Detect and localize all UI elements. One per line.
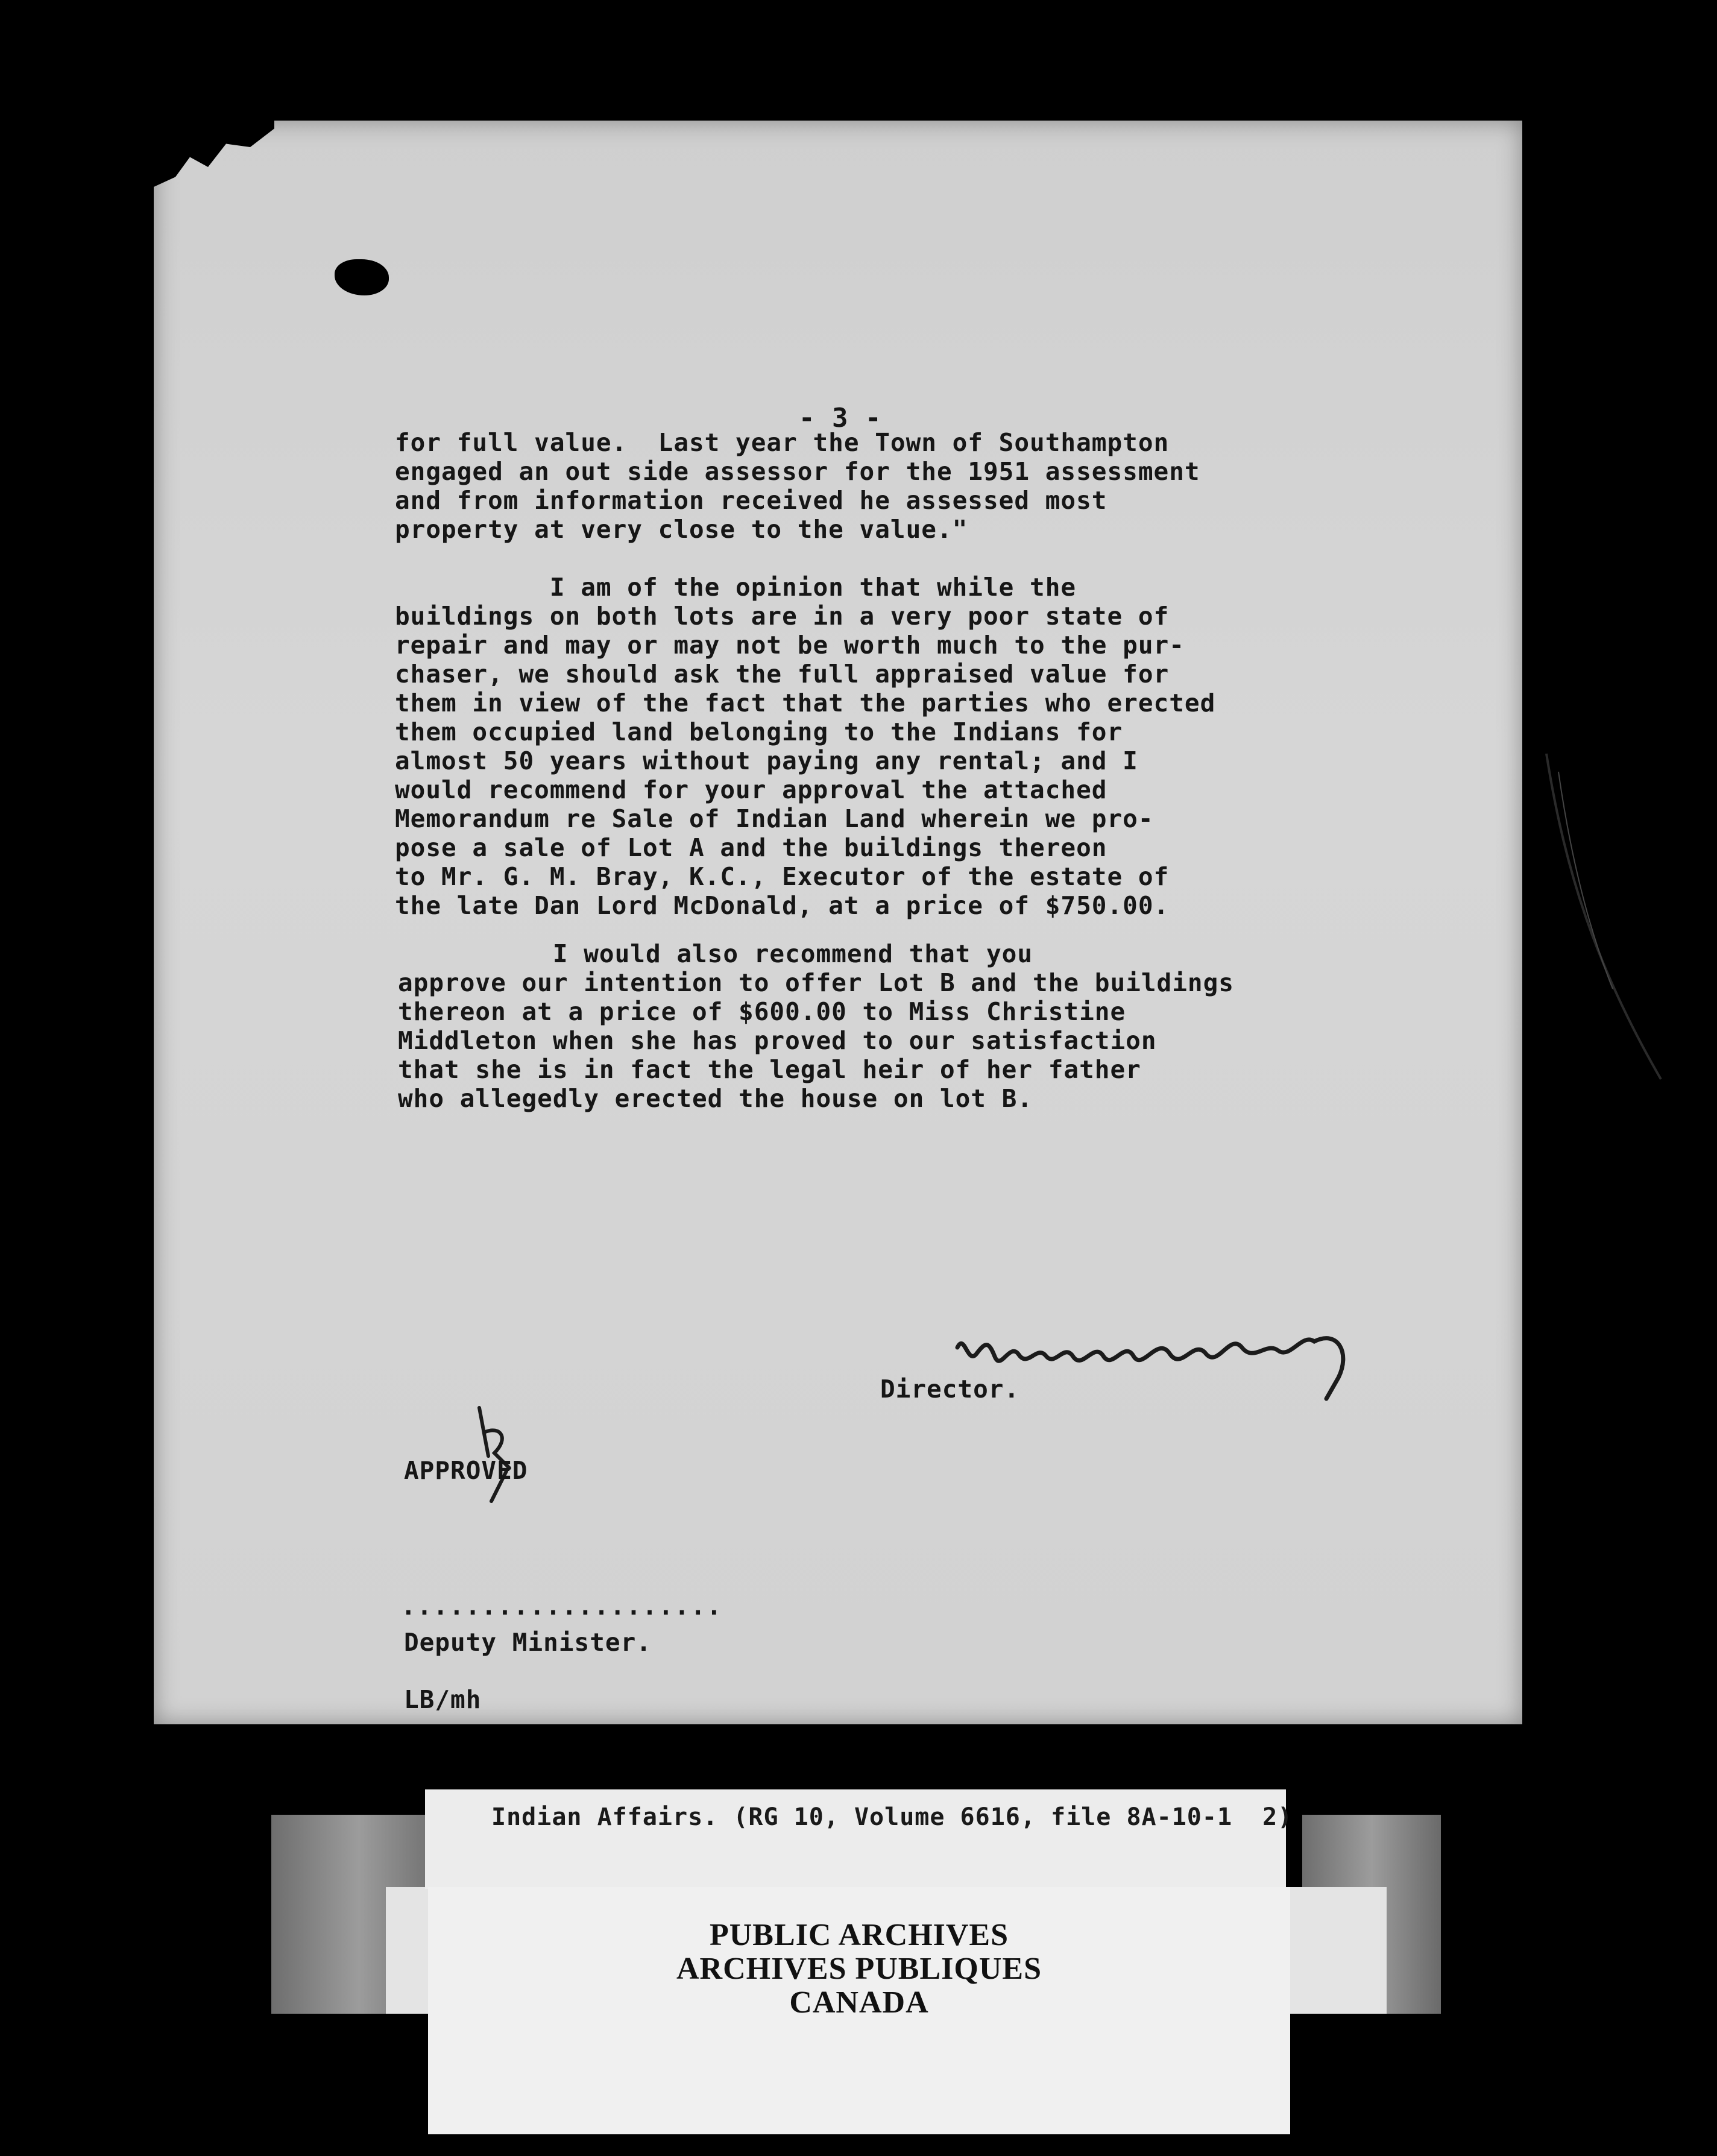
reference-initials: LB/mh (404, 1685, 482, 1714)
line-p2-8: would recommend for your approval the attached (395, 775, 1107, 804)
line-p3-6: who allegedly erected the house on lot B. (398, 1084, 1033, 1113)
signature-title: Director. (880, 1375, 1020, 1404)
line-p2-5: them in view of the fact that the parties who erected (395, 689, 1216, 717)
line-p2-6: them occupied land belonging to the Indians for (395, 717, 1123, 746)
line-p2-2: buildings on both lots are in a very poor state of (395, 602, 1170, 631)
line-p3-2: approve our intention to offer Lot B and the buildings (398, 968, 1234, 997)
line-p3-4: Middleton when she has proved to our satisfaction (398, 1026, 1157, 1055)
punch-hole (335, 259, 389, 295)
stamp-line-canada: CANADA (789, 1985, 929, 2020)
line-p1-3: and from information received he assessed most (395, 486, 1107, 515)
line-p2-11: to Mr. G. M. Bray, K.C., Executor of the estate of (395, 862, 1170, 891)
archive-reference: Indian Affairs. (RG 10, Volume 6616, file 8A-10-1 2) (491, 1803, 1293, 1831)
approved-label: APPROVED (404, 1456, 528, 1485)
line-p1-1: for full value. Last year the Town of Southampton (395, 428, 1170, 457)
handwritten-initial (467, 1402, 515, 1504)
line-p3-1: I would also recommend that you (398, 939, 1033, 968)
line-p3-5: that she is in fact the legal heir of her father (398, 1055, 1141, 1084)
line-p2-9: Memorandum re Sale of Indian Land wherein we pro- (395, 804, 1154, 833)
line-p2-10: pose a sale of Lot A and the buildings thereon (395, 833, 1107, 862)
line-p2-12: the late Dan Lord McDonald, at a price of $750.00. (395, 891, 1170, 920)
line-p2-4: chaser, we should ask the full appraised value for (395, 660, 1170, 689)
line-p2-1: I am of the opinion that while the (395, 573, 1077, 602)
line-p1-2: engaged an out side assessor for the 1951 assessment (395, 457, 1200, 486)
page-number: - 3 - (799, 403, 882, 433)
margin-pencil-line (1540, 748, 1673, 1085)
deputy-minister: Deputy Minister. (404, 1628, 652, 1657)
signature-dots: .................... (401, 1592, 723, 1621)
stamp-line-public-archives: PUBLIC ARCHIVES (709, 1918, 1009, 1952)
line-p2-3: repair and may or may not be worth much to the pur- (395, 631, 1185, 660)
line-p3-3: thereon at a price of $600.00 to Miss Christine (398, 997, 1126, 1026)
stamp-line-archives-publiques: ARCHIVES PUBLIQUES (676, 1952, 1042, 1986)
letter-page (154, 121, 1522, 1724)
line-p1-4: property at very close to the value." (395, 515, 968, 544)
torn-corner (154, 121, 274, 187)
line-p2-7: almost 50 years without paying any rental; and I (395, 746, 1138, 775)
